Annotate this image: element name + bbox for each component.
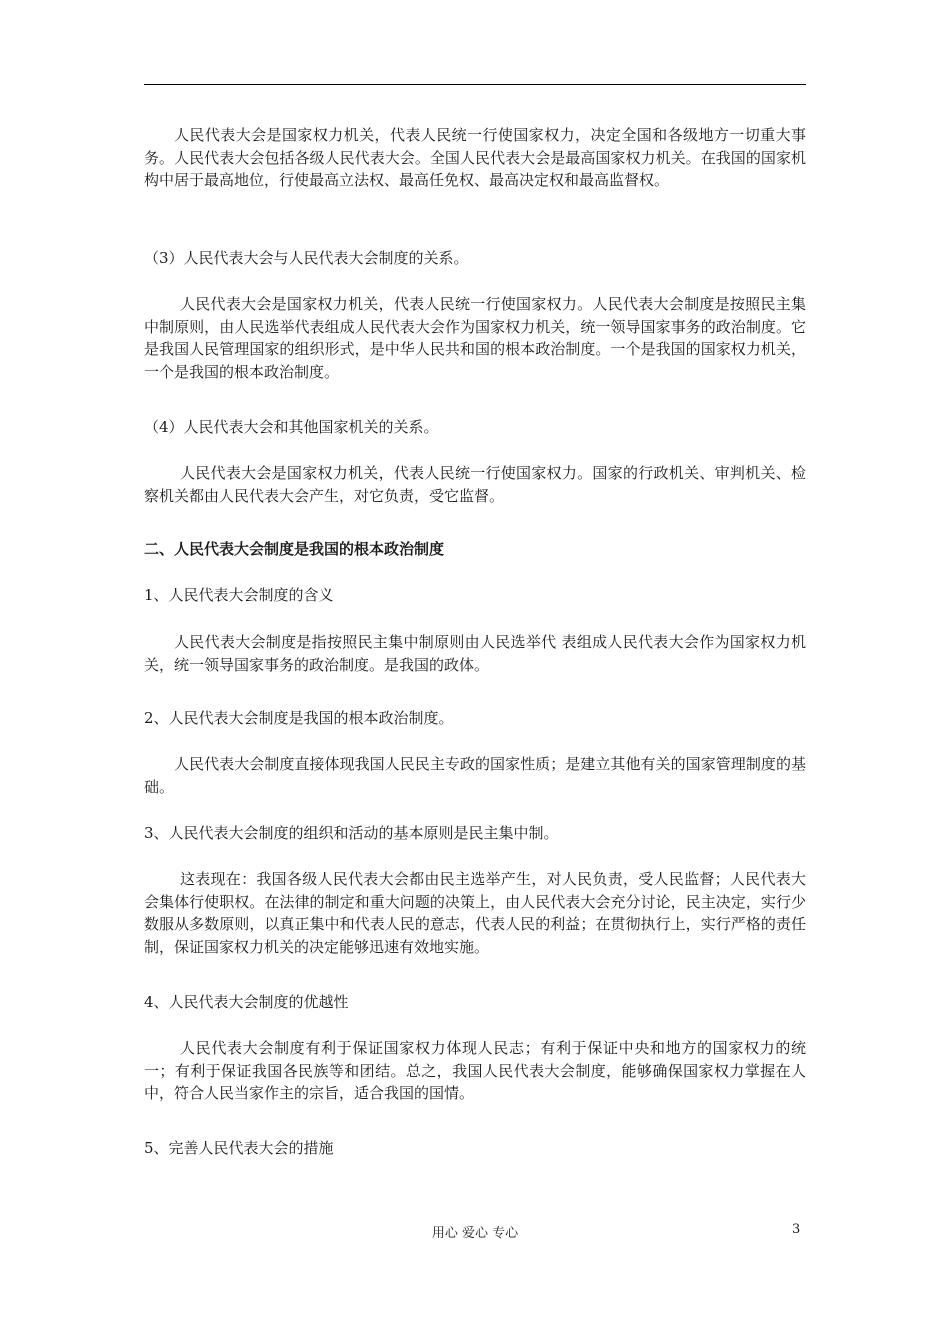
item-1-meaning: 1、人民代表大会制度的含义 — [144, 586, 334, 604]
item-5-improvement: 5、完善人民代表大会的措施 — [144, 1139, 334, 1157]
page-number: 3 — [792, 1222, 801, 1237]
paragraph-fundamental: 人民代表大会制度直接体现我国人民民主专政的国家性质；是建立其他有关的国家管理制度的基础。 — [144, 755, 806, 796]
paragraph-meaning: 人民代表大会制度是指按照民主集中制原则由人民选举代 表组成人民代表大会作为国家权力机关，统一领导国家事务的政治制度。是我国的政体。 — [144, 633, 806, 674]
subheading-relation-npc-system: （3）人民代表大会与人民代表大会制度的关系。 — [144, 249, 469, 267]
footer-motto: 用心 爱心 专心 — [431, 1226, 519, 1241]
paragraph-npc-definition: 人民代表大会是国家权力机关，代表人民统一行使国家权力，决定全国和各级地方一切重大事务。人民代表大会包括各级人民代表大会。全国人民代表大会是最高国家权力机关。在我国的国家机构中居于最高地位，行使最高立法权、最高任免权、最高决定权和最高监督权。 — [144, 126, 806, 189]
section-heading-fundamental-system: 二、人民代表大会制度是我国的根本政治制度 — [144, 540, 445, 558]
item-4-advantages: 4、人民代表大会制度的优越性 — [144, 993, 349, 1011]
header-rule — [144, 84, 806, 85]
subheading-relation-other-organs: （4）人民代表大会和其他国家机关的关系。 — [144, 418, 439, 436]
paragraph-npc-vs-system: 人民代表大会是国家权力机关，代表人民统一行使国家权力。人民代表大会制度是按照民主集中制原则，由人民选举代表组成人民代表大会作为国家权力机关，统一领导国家事务的政治制度。它是我国人民管理国家的组织形式，是中华人民共和国的根本政治制度。一个是我国的国家权力机关，一个是我国的根本政治制度。 — [144, 295, 806, 381]
paragraph-advantages: 人民代表大会制度有利于保证国家权力体现人民志；有利于保证中央和地方的国家权力的统一；有利于保证我国各民族等和团结。总之，我国人民代表大会制度，能够确保国家权力掌握在人中，符合人民当家作主的宗旨，适合我国的国情。 — [144, 1039, 806, 1102]
item-2-fundamental: 2、人民代表大会制度是我国的根本政治制度。 — [144, 709, 454, 727]
paragraph-democratic-centralism: 这表现在：我国各级人民代表大会都由民主选举产生，对人民负责，受人民监督；人民代表大会集体行使职权。在法律的制定和重大问题的决策上，由人民代表大会充分讨论，民主决定，实行少数服从多数原则，以真正集中和代表人民的意志，代表人民的利益；在贯彻执行上，实行严格的责任制，保证国家权力机关的决定能够迅速有效地实施。 — [144, 870, 806, 956]
paragraph-other-organs: 人民代表大会是国家权力机关，代表人民统一行使国家权力。国家的行政机关、审判机关、检察机关都由人民代表大会产生，对它负责，受它监督。 — [144, 464, 806, 505]
item-3-democratic-centralism: 3、人民代表大会制度的组织和活动的基本原则是民主集中制。 — [144, 824, 559, 842]
